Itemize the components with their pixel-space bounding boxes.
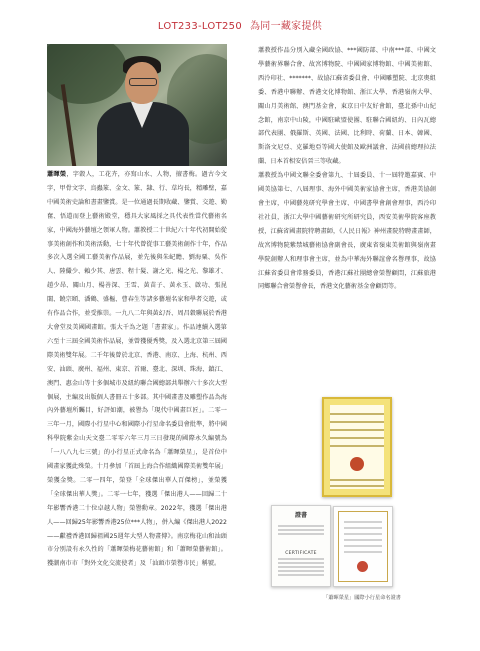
collections-paragraph: 蕭教授作品分別入藏全國政協、***國防部、中南***部、中國文學藝術界聯合會、故宮博物院、中國國家博物館、中國美術館、西泠印社、*******、故協江蘇省委員會、中國雕塑院、北京奧組委、香港中聯辦、香港文化博物館、浙江大學、香港嶺南大學、關山月美術館、澳門基金會，東京日中友好會館，臺北孫中山紀念館，南京中山陵，中國駐歐盟使團、駐聯合國紐約、日內瓦總部代表團、俄羅斯、英國、法國、比利時、荷蘭、日本、韓國、斯洛文尼亞、克羅地亞等國大使館及歐洲議會、法國前總理拉法蘭、日本首相安倍晉三等收藏。: [258, 47, 436, 166]
certificate-framed-image: [333, 506, 393, 587]
seal-icon: [357, 561, 368, 572]
artist-biography: [47, 168, 227, 571]
artist-name: 蕭暉榮: [47, 171, 67, 178]
certificate-gold-image: [322, 397, 392, 497]
artist-collections-and-positions: [258, 44, 436, 294]
biography-paragraph: 蕭暉榮，字穀人，工花卉，亦寫山水、人物，擅書梅。過古今文字，甲骨文字、鳥蟲篆、金文、篆、隸、行、草均長，精雕壁，嘉中國美術史論和書畫鑒賞。是一位通過長期收藏、鑒賞、交遊、勤奮、悟道而登上藝術殿堂，穩具大家風採之具代表性當代藝術名家，中國海外藝壇之領軍人物。蕭教授二十世紀六十年代初開始從事美術創作和美術活動，七十年代曾從事工藝美術創作十年，作品多次入選全國工藝美術作品展，並先後與朱屺瞻、劉海粟、吳作人、陸儼少、賴少其、唐雲、程十髮、謝之光、楊之光、黎雄才、趙少昂、關山月、楊善深、王雪、黃苗子、黃永玉、啟功、張昆闍、饒宗頤、潘鶴、盛樞、曹春生等諸多藝壇名家和學者交遊，或有作品合作，並受推崇。一九八二年與黃幻吾、周昌穀聯展於香港大會堂及美國國畫館。張大千為之題「書畫家」。作品連續入選第六至十三屆全國美術作品展，並曾獲優秀獎，及入選北京第三屆國際美術雙年展。二千年後曾於北京、香港、南京、上海、杭州、西安、汕頭、廣州、福州、東京、首爾、臺北、深圳、珠海、鎮江、澳門、惠金山等十多個城市及紐約聯合國總部共舉辦六十多次大型個展，主編及出版個人書冊五十多部。其中國畫書及雕塑作品為海內外藝壇所矚目，好評如潮，被譽為「現代中國畫巨匠」。二零一三年一月，國際小行星中心和國際小行星命名委員會批準，將中國科學院紫金山天文臺二零零六年三月三日發現的國際永久編號為「一八八九七三號」的小行星正式命名為「蕭暉榮星」，是首位中國畫家獲此殊榮。十月參加「首屆上海合作組織國際美術雙年展」榮獲金獎。二零一四年，榮登「全球傑出華人百傑榜」，並榮獲「全球傑出華人獎」。二零一七年，獲選「傑出港人——回歸二十年影響香港二十位卓越人物」榮譽勳章。2022年，獲選「傑出港人——回歸25年影響香港25位***人物」，併入編《傑出港人2022——獻禮香港回歸祖國25週年大型人物畫傳》。南京梅花山和汕頭市分別設有永久性的「蕭暉榮梅花藝術館」和「蕭暉榮藝術館」。獲潮南市市「對外文化交流使者」及「汕頭市榮譽市民」稱號。: [47, 171, 227, 568]
page-header: [0, 17, 480, 32]
certificate-subtitle: CERTIFICATE: [285, 550, 317, 556]
certificate-white-image: [271, 505, 331, 587]
certificate-caption: 「蕭暉榮星」國際小行星命名證書: [323, 595, 401, 601]
certificate-title: 證書: [294, 512, 307, 519]
lot-range: LOT233-LOT250: [157, 21, 242, 32]
positions-paragraph: 蕭教授為中國文聯全委會第九、十屆委員、十一屆特邀嘉賓、中國美協第七、八屆理事、海外中國美術家協會主席，香港美協創會主席，中國藝苑研究學會主席、中國書學會創會理事，西泠印社社員，浙江大學中國藝術研究所研究員，西安美術學院客座教授，江蘇省國畫院特聘畫師，《人民日報》神州畫院特聘畫畫師，故宮博物院紫禁城藝術協會副會長，廣東省嶺東美術館與嶺南畫學院創辦人和理事會主席，並為中華海外聯誼會名譽理事，故協江蘇省委員會常務委員，香港江蘇社團總會榮譽顧問，江蘇旅港同鄉聯合會榮譽會長，香港文化藝術基金會顧問等。: [258, 172, 436, 291]
provenance-note: 為同一藏家提供: [249, 21, 323, 32]
artist-portrait-photo: [47, 44, 227, 166]
seal-icon: [350, 457, 364, 471]
